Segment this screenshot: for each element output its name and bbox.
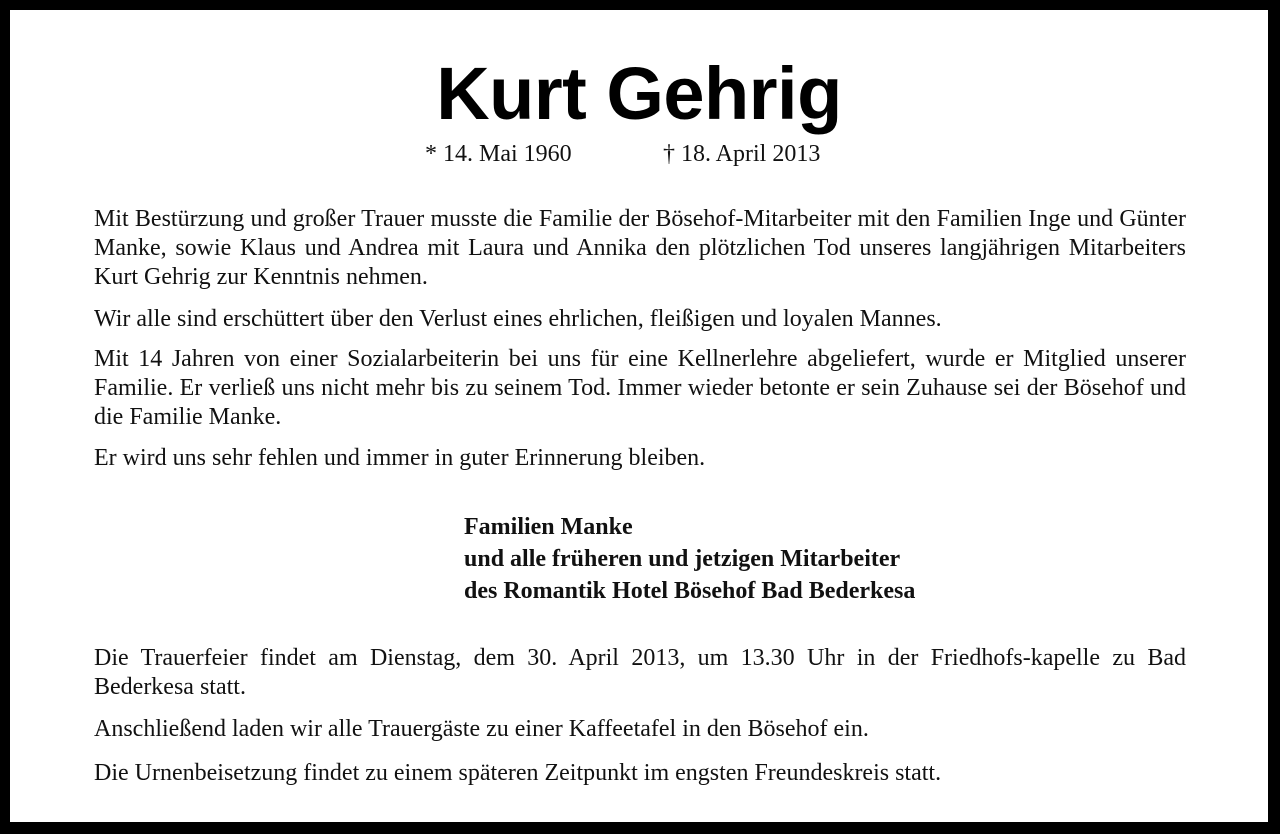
reception-text: Anschließend laden wir alle Trauergäste zu einer Kaffeetafel in den Bösehof ein. xyxy=(94,716,869,742)
announcement-paragraph xyxy=(94,345,1186,432)
obituary-notice xyxy=(10,10,1268,822)
paragraph-text: Mit 14 Jahren von einer Sozialarbeiterin bei uns für eine Kellnerlehre abgeliefert, wurde er Mitglied unserer Familie. Er verließ uns nicht mehr bis zu seinem Tod. Immer wieder betonte er sein Zuhause sei der Bösehof und die Familie Manke. xyxy=(94,346,1186,430)
announcement-paragraph xyxy=(94,444,1186,473)
signature-block xyxy=(464,511,915,607)
signature-line: und alle früheren und jetzigen Mitarbeiter xyxy=(464,546,901,572)
funeral-text: Die Trauerfeier findet am Dienstag, dem 30. April 2013, um 13.30 Uhr in der Friedhofs-kapelle zu Bad Bederkesa statt. xyxy=(94,645,1186,700)
paragraph-text: Mit Bestürzung und großer Trauer musste die Familie der Bösehof-Mitarbeiter mit den Familien Inge und Günter Manke, sowie Klaus und Andrea mit Laura und Annika den plötzlichen Tod unseres langjährigen Mitarbeiters Kurt Gehrig zur Kenntnis nehmen. xyxy=(94,206,1186,290)
funeral-info xyxy=(94,644,1186,702)
signature-line: Familien Manke xyxy=(464,514,633,540)
reception-info xyxy=(94,715,1186,744)
birth-date: * 14. Mai 1960 xyxy=(425,141,572,167)
signature-line: des Romantik Hotel Bösehof Bad Bederkesa xyxy=(464,578,916,604)
burial-info xyxy=(94,759,1186,788)
announcement-paragraph xyxy=(94,205,1186,292)
deceased-name: Kurt Gehrig xyxy=(436,52,842,135)
burial-text: Die Urnenbeisetzung findet zu einem späteren Zeitpunkt im engsten Freundeskreis statt. xyxy=(94,760,942,786)
death-date: † 18. April 2013 xyxy=(663,141,821,167)
paragraph-text: Er wird uns sehr fehlen und immer in guter Erinnerung bleiben. xyxy=(94,445,706,471)
paragraph-text: Wir alle sind erschüttert über den Verlust eines ehrlichen, fleißigen und loyalen Mannes. xyxy=(94,306,942,332)
announcement-paragraph xyxy=(94,305,1186,334)
